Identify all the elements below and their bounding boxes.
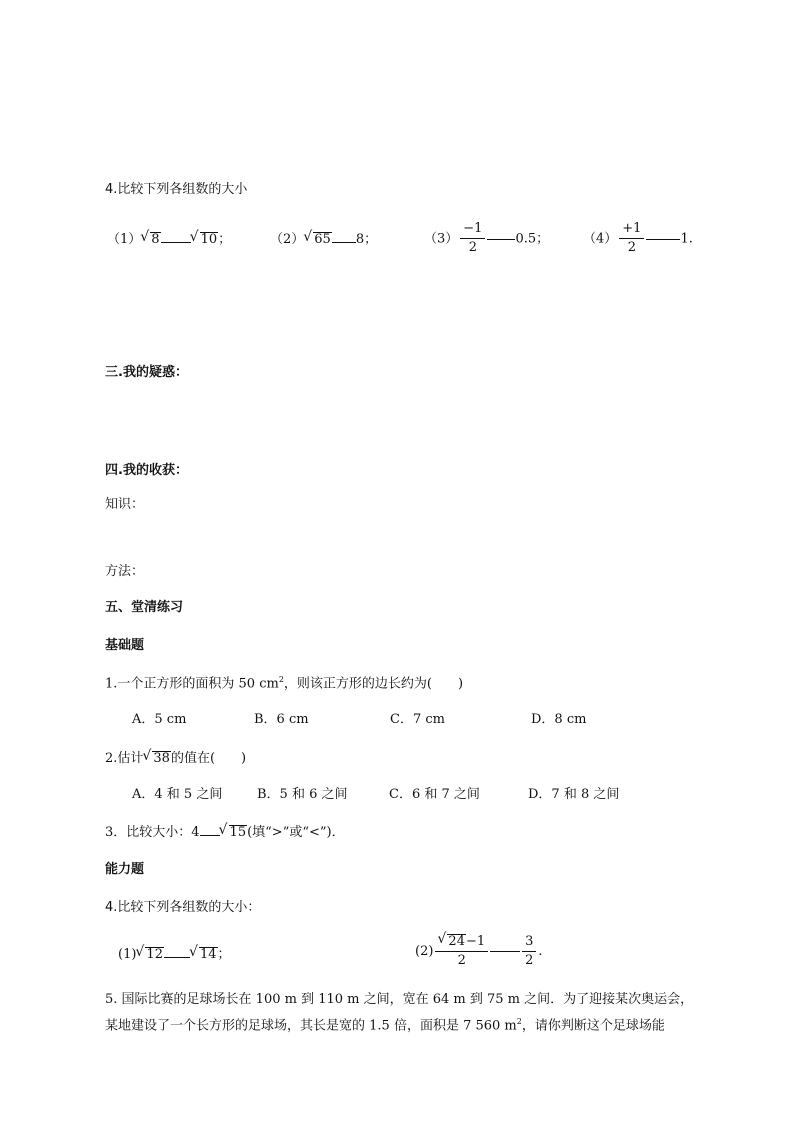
knowledge-label: 知识：: [105, 497, 145, 512]
problem-4-item-2: (2) √ $\frac{24-1}{2}$ $\frac{3}{2}$ .: [415, 934, 543, 969]
sqrt-10: √ 10: [192, 232, 219, 247]
answer-blank[interactable]: [646, 238, 680, 240]
sqrt-38: √ 38: [144, 751, 171, 766]
problem-1-option-d[interactable]: D．8 cm: [531, 712, 587, 727]
sqrt-24: √ 24: [439, 934, 466, 949]
q4-item-2: （2）√ 65 8；: [270, 232, 377, 247]
fraction: $\frac{-1}{2}$: [460, 222, 485, 256]
method-label: 方法：: [105, 564, 145, 579]
section-gains: 四.我的收获：: [105, 463, 188, 478]
problem-1-stem: 1.一个正方形的面积为 50 $cm^2$，则该正方形的边长约为( ): [105, 675, 464, 692]
fraction: √ $\frac{24-1}{2}$: [435, 934, 488, 969]
problem-2-option-a[interactable]: A．4 和 5 之间: [132, 787, 223, 802]
q4-title: 4.比较下列各组数的大小: [105, 182, 248, 197]
q4-item-3: （3） $\frac{-1}{2}$ 0.5；: [424, 221, 550, 256]
problem-2-stem: 2.估计√ 38的值在( ): [105, 751, 246, 766]
answer-blank[interactable]: [487, 238, 515, 240]
problem-1-option-b[interactable]: B．6 cm: [254, 712, 309, 727]
sqrt-12: √ 12: [137, 947, 164, 962]
fraction: $\frac{3}{2}$: [522, 935, 536, 969]
answer-blank[interactable]: [490, 950, 520, 952]
answer-blank[interactable]: [200, 834, 220, 836]
sqrt-65: √ 65: [305, 232, 332, 247]
problem-4-item-1: (1)√ 12√ 14；: [118, 947, 231, 962]
problem-2-option-c[interactable]: C．6 和 7 之间: [389, 787, 480, 802]
section-practice: 五、堂清练习: [105, 600, 184, 615]
problem-4-title: 4.比较下列各组数的大小：: [105, 900, 261, 915]
sqrt-15: √ 15: [221, 825, 248, 840]
problem-2-option-d[interactable]: D．7 和 8 之间: [528, 787, 620, 802]
sqrt-14: √ 14: [191, 947, 218, 962]
answer-blank[interactable]: [161, 241, 191, 243]
problem-2-option-b[interactable]: B．5 和 6 之间: [257, 787, 348, 802]
basic-heading: 基础题: [105, 638, 145, 653]
q4-item-1: （1）√ 8√ 10；: [107, 232, 231, 247]
problem-5-line-2: 某地建设了一个长方形的足球场，其长是宽的 1.5 倍，面积是 7 560 $m^2$，请你判断这个足球场能: [105, 1017, 665, 1034]
answer-blank[interactable]: [332, 241, 356, 243]
answer-blank[interactable]: [164, 956, 190, 958]
ability-heading: 能力题: [105, 862, 145, 877]
problem-3-stem: 3．比较大小：4√ 15(填“>”或“<”)．: [105, 825, 345, 840]
problem-1-option-a[interactable]: A．5 cm: [132, 712, 187, 727]
sqrt-8: √ 8: [142, 232, 160, 247]
problem-1-option-c[interactable]: C．7 cm: [390, 712, 445, 727]
fraction: $\frac{+1}{2}$: [619, 222, 644, 256]
section-doubts: 三.我的疑惑：: [105, 365, 188, 380]
q4-item-4: （4） $\frac{+1}{2}$ 1.: [583, 221, 693, 256]
problem-5-line-1: 5. 国际比赛的足球场长在 100 m 到 110 m 之间，宽在 64 m 到 75 m 之间．为了迎接某次奥运会，: [105, 992, 694, 1007]
